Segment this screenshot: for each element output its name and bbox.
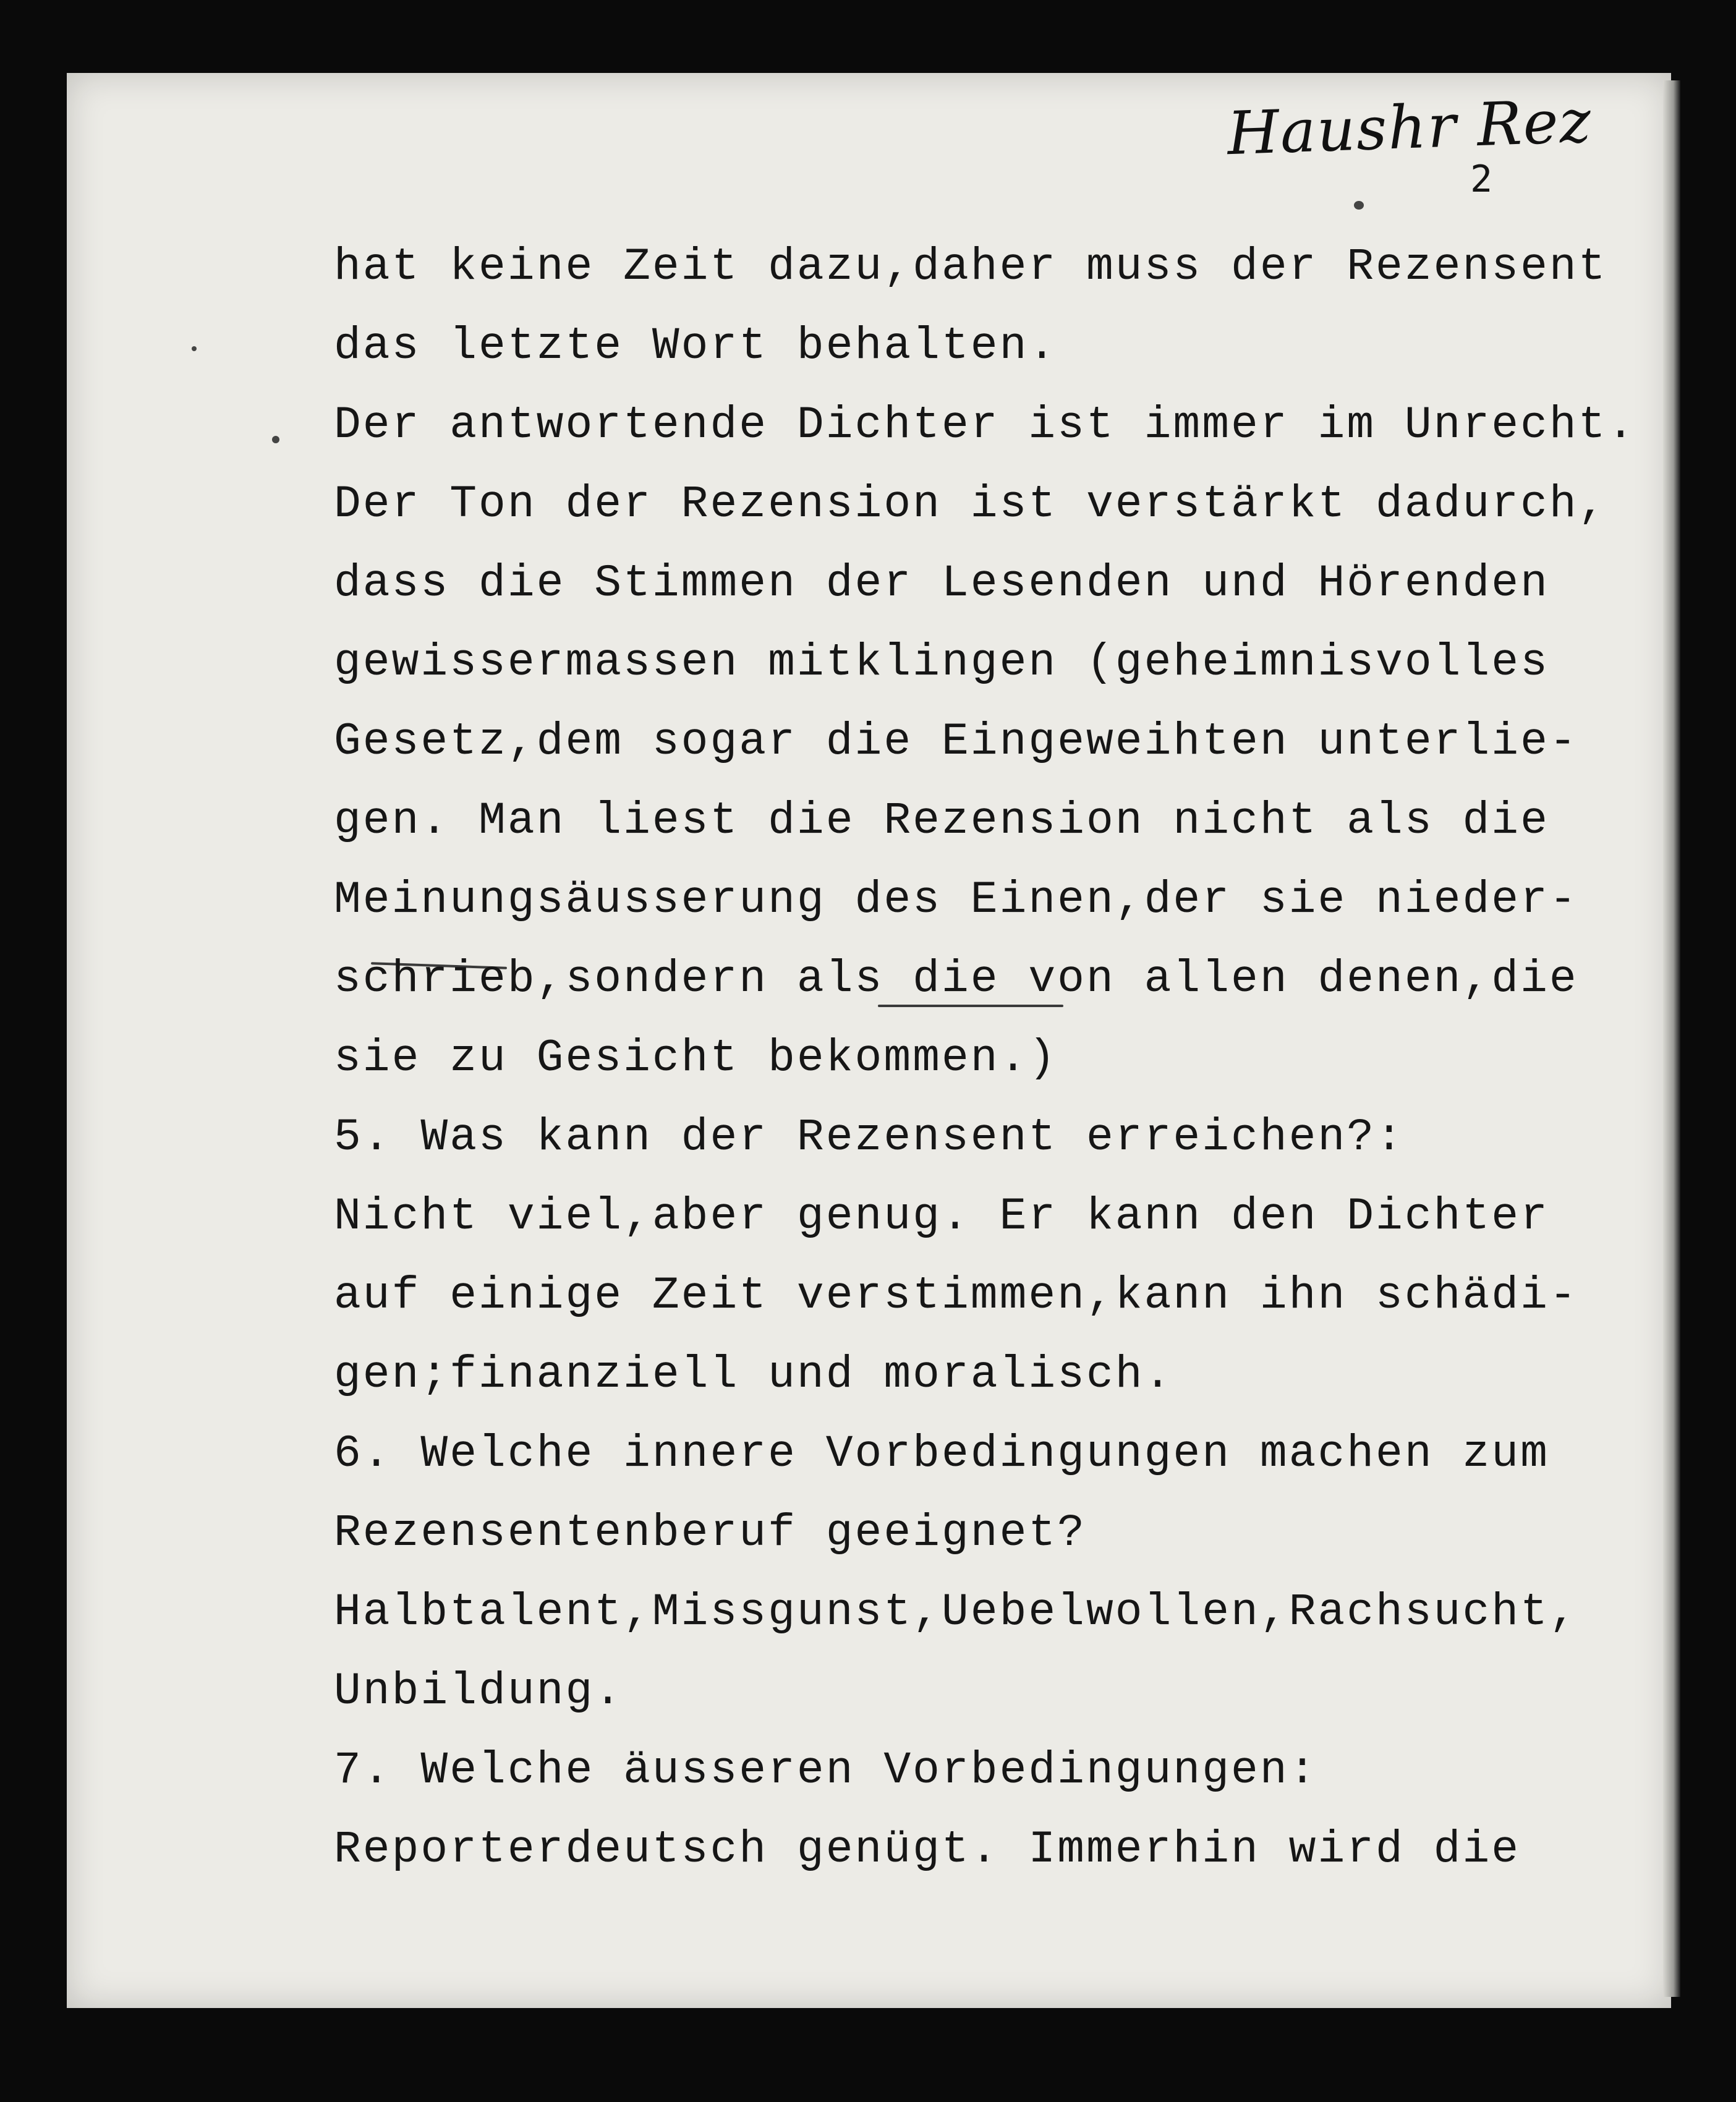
text-line: Halbtalent,Missgunst,Uebelwollen,Rachsucht, bbox=[334, 1586, 1578, 1638]
text-line: Unbildung. bbox=[334, 1666, 624, 1717]
text-line: gewissermassen mitklingen (geheimnisvolles bbox=[334, 637, 1549, 688]
text-line: hat keine Zeit dazu,daher muss der Rezensent bbox=[334, 241, 1607, 292]
handwritten-annotation: Haushr Rez bbox=[1226, 86, 1593, 169]
page-number: 2 bbox=[1470, 158, 1493, 201]
text-line: das letzte Wort behalten. bbox=[334, 320, 1058, 372]
text-line: dass die Stimmen der Lesenden und Hörenden bbox=[334, 558, 1549, 609]
text-line: Der antwortende Dichter ist immer im Unrecht. bbox=[334, 399, 1636, 451]
text-line: 6. Welche innere Vorbedingungen machen zum bbox=[334, 1428, 1549, 1479]
pencil-stroke bbox=[878, 1005, 1063, 1007]
text-line: Reporterdeutsch genügt. Immerhin wird die bbox=[334, 1824, 1521, 1875]
text-line: Der Ton der Rezension ist verstärkt dadurch, bbox=[334, 479, 1607, 530]
text-line: Gesetz,dem sogar die Eingeweihten unterlie- bbox=[334, 716, 1578, 767]
ink-speck bbox=[192, 346, 197, 351]
text-line: 5. Was kann der Rezensent erreichen?: bbox=[334, 1112, 1405, 1163]
text-line: Meinungsäusserung des Einen,der sie nieder- bbox=[334, 874, 1578, 925]
text-line: 7. Welche äusseren Vorbedingungen: bbox=[334, 1745, 1318, 1796]
text-line: sie zu Gesicht bekommen.) bbox=[334, 1032, 1058, 1084]
ink-speck bbox=[1354, 201, 1364, 210]
text-line: schrieb,sondern als die von allen denen,die bbox=[334, 953, 1578, 1005]
text-line: gen;finanziell und moralisch. bbox=[334, 1349, 1173, 1400]
text-line: auf einige Zeit verstimmen,kann ihn schädi- bbox=[334, 1270, 1578, 1321]
text-line: Nicht viel,aber genug. Er kann den Dichter bbox=[334, 1191, 1549, 1242]
page-edge bbox=[1663, 80, 1680, 1997]
text-line: gen. Man liest die Rezension nicht als die bbox=[334, 795, 1549, 846]
ink-speck bbox=[272, 436, 279, 443]
text-line: Rezensentenberuf geeignet? bbox=[334, 1507, 1086, 1559]
